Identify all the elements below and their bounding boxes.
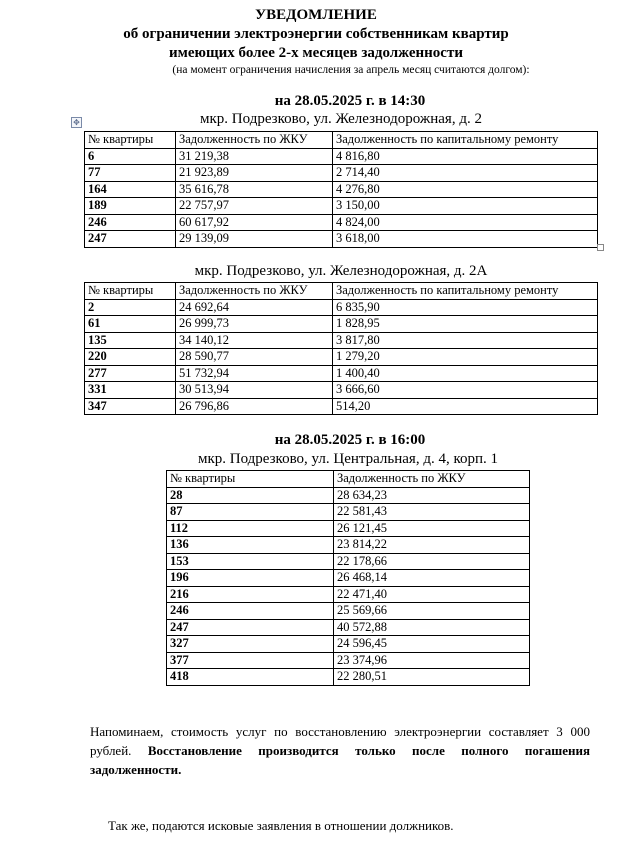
reminder-cost-text: Напоминаем, стоимость услуг по восстановлению электроэнергии составляет 3 000 рублей. (90, 724, 590, 758)
table-row (167, 504, 530, 521)
notice-subtitle-line1: об ограничении электроэнергии собственникам квартир (123, 26, 509, 42)
apartment-number-cell: 2 (85, 299, 176, 316)
apartment-number-cell: 246 (85, 214, 176, 231)
apartment-number-cell: 247 (85, 231, 176, 248)
schedule-time-2: на 28.05.2025 г. в 16:00 (274, 432, 426, 448)
debt-amount-cell: 21 923,89 (176, 165, 333, 182)
debt-amount-cell: 24 596,45 (334, 636, 530, 653)
debt-amount-cell: 23 814,22 (334, 537, 530, 554)
table-row (167, 553, 530, 570)
table-row (85, 214, 598, 231)
table-row (167, 652, 530, 669)
notice-title: УВЕДОМЛЕНИЕ (255, 7, 377, 23)
apartment-number-cell: 331 (85, 382, 176, 399)
apartment-number-cell: 87 (167, 504, 334, 521)
debt-amount-cell: 22 581,43 (334, 504, 530, 521)
table-row (85, 198, 598, 215)
table-row (85, 148, 598, 165)
apartment-number-cell: 135 (85, 332, 176, 349)
apartment-number-cell: 247 (167, 619, 334, 636)
table-row (167, 487, 530, 504)
table-row (85, 365, 598, 382)
apartment-number-cell: 6 (85, 148, 176, 165)
debt-amount-cell: 4 276,80 (333, 181, 598, 198)
column-header: Задолженность по ЖКУ (176, 283, 333, 300)
table-resize-handle[interactable] (597, 244, 604, 251)
apartment-number-cell: 153 (167, 553, 334, 570)
debt-amount-cell: 6 835,90 (333, 299, 598, 316)
notice-note: (на момент ограничения начисления за апрель месяц считаются долгом): (172, 64, 530, 76)
table-header-row (167, 471, 530, 488)
apartment-number-cell: 277 (85, 365, 176, 382)
column-header: Задолженность по капитальному ремонту (333, 283, 598, 300)
table-header-row (85, 283, 598, 300)
debt-amount-cell: 26 999,73 (176, 316, 333, 333)
debt-amount-cell: 4 824,00 (333, 214, 598, 231)
table-row (85, 398, 598, 415)
debt-amount-cell: 25 569,66 (334, 603, 530, 620)
apartment-number-cell: 189 (85, 198, 176, 215)
apartment-number-cell: 28 (167, 487, 334, 504)
debt-amount-cell: 28 590,77 (176, 349, 333, 366)
schedule-time-1: на 28.05.2025 г. в 14:30 (274, 93, 426, 109)
debt-amount-cell: 4 816,80 (333, 148, 598, 165)
debt-amount-cell: 26 121,45 (334, 520, 530, 537)
apartment-number-cell: 112 (167, 520, 334, 537)
debt-amount-cell: 3 817,80 (333, 332, 598, 349)
column-header: № квартиры (167, 471, 334, 488)
debt-amount-cell: 1 400,40 (333, 365, 598, 382)
debt-table-3 (166, 470, 530, 686)
apartment-number-cell: 216 (167, 586, 334, 603)
table-row (167, 570, 530, 587)
table-row (85, 231, 598, 248)
debt-amount-cell: 514,20 (333, 398, 598, 415)
apartment-number-cell: 196 (167, 570, 334, 587)
table-move-handle-icon[interactable]: ✥ (71, 117, 82, 128)
apartment-number-cell: 377 (167, 652, 334, 669)
table-row (167, 520, 530, 537)
debt-amount-cell: 24 692,64 (176, 299, 333, 316)
table-row (167, 636, 530, 653)
debt-amount-cell: 22 280,51 (334, 669, 530, 686)
column-header: Задолженность по ЖКУ (176, 132, 333, 149)
debt-amount-cell: 29 139,09 (176, 231, 333, 248)
address-heading-2: мкр. Подрезково, ул. Железнодорожная, д. 2А (194, 263, 488, 279)
column-header: Задолженность по ЖКУ (334, 471, 530, 488)
apartment-number-cell: 164 (85, 181, 176, 198)
debt-table-1 (84, 131, 598, 248)
table-row (167, 603, 530, 620)
lawsuit-note: Так же, подаются исковые заявления в отношении должников. (108, 818, 454, 833)
debt-table-2 (84, 282, 598, 415)
table-row (85, 299, 598, 316)
debt-amount-cell: 3 666,60 (333, 382, 598, 399)
reminder-condition-text: Восстановление производится только после полного погашения задолженности. (90, 743, 590, 777)
column-header: № квартиры (85, 132, 176, 149)
address-heading-1: мкр. Подрезково, ул. Железнодорожная, д. 2 (200, 111, 482, 127)
debt-amount-cell: 51 732,94 (176, 365, 333, 382)
debt-amount-cell: 40 572,88 (334, 619, 530, 636)
table-row (85, 332, 598, 349)
notice-subtitle-line2: имеющих более 2-х месяцев задолженности (169, 45, 463, 61)
debt-amount-cell: 1 279,20 (333, 349, 598, 366)
debt-amount-cell: 1 828,95 (333, 316, 598, 333)
table-row (85, 181, 598, 198)
debt-amount-cell: 28 634,23 (334, 487, 530, 504)
apartment-number-cell: 136 (167, 537, 334, 554)
column-header: Задолженность по капитальному ремонту (333, 132, 598, 149)
debt-amount-cell: 22 178,66 (334, 553, 530, 570)
apartment-number-cell: 77 (85, 165, 176, 182)
restoration-reminder (90, 722, 590, 779)
table-row (85, 165, 598, 182)
table-row (167, 619, 530, 636)
debt-amount-cell: 3 618,00 (333, 231, 598, 248)
table-row (167, 586, 530, 603)
debt-amount-cell: 23 374,96 (334, 652, 530, 669)
address-heading-3: мкр. Подрезково, ул. Центральная, д. 4, корп. 1 (197, 451, 499, 467)
apartment-number-cell: 418 (167, 669, 334, 686)
table-row (85, 316, 598, 333)
table-row (85, 349, 598, 366)
column-header: № квартиры (85, 283, 176, 300)
debt-amount-cell: 60 617,92 (176, 214, 333, 231)
debt-amount-cell: 3 150,00 (333, 198, 598, 215)
apartment-number-cell: 61 (85, 316, 176, 333)
debt-amount-cell: 35 616,78 (176, 181, 333, 198)
table-row (167, 669, 530, 686)
apartment-number-cell: 220 (85, 349, 176, 366)
table-row (167, 537, 530, 554)
table-header-row (85, 132, 598, 149)
debt-amount-cell: 30 513,94 (176, 382, 333, 399)
debt-amount-cell: 22 757,97 (176, 198, 333, 215)
debt-amount-cell: 2 714,40 (333, 165, 598, 182)
apartment-number-cell: 327 (167, 636, 334, 653)
debt-amount-cell: 31 219,38 (176, 148, 333, 165)
table-row (85, 382, 598, 399)
debt-amount-cell: 22 471,40 (334, 586, 530, 603)
apartment-number-cell: 347 (85, 398, 176, 415)
debt-amount-cell: 26 468,14 (334, 570, 530, 587)
debt-amount-cell: 26 796,86 (176, 398, 333, 415)
debt-amount-cell: 34 140,12 (176, 332, 333, 349)
apartment-number-cell: 246 (167, 603, 334, 620)
